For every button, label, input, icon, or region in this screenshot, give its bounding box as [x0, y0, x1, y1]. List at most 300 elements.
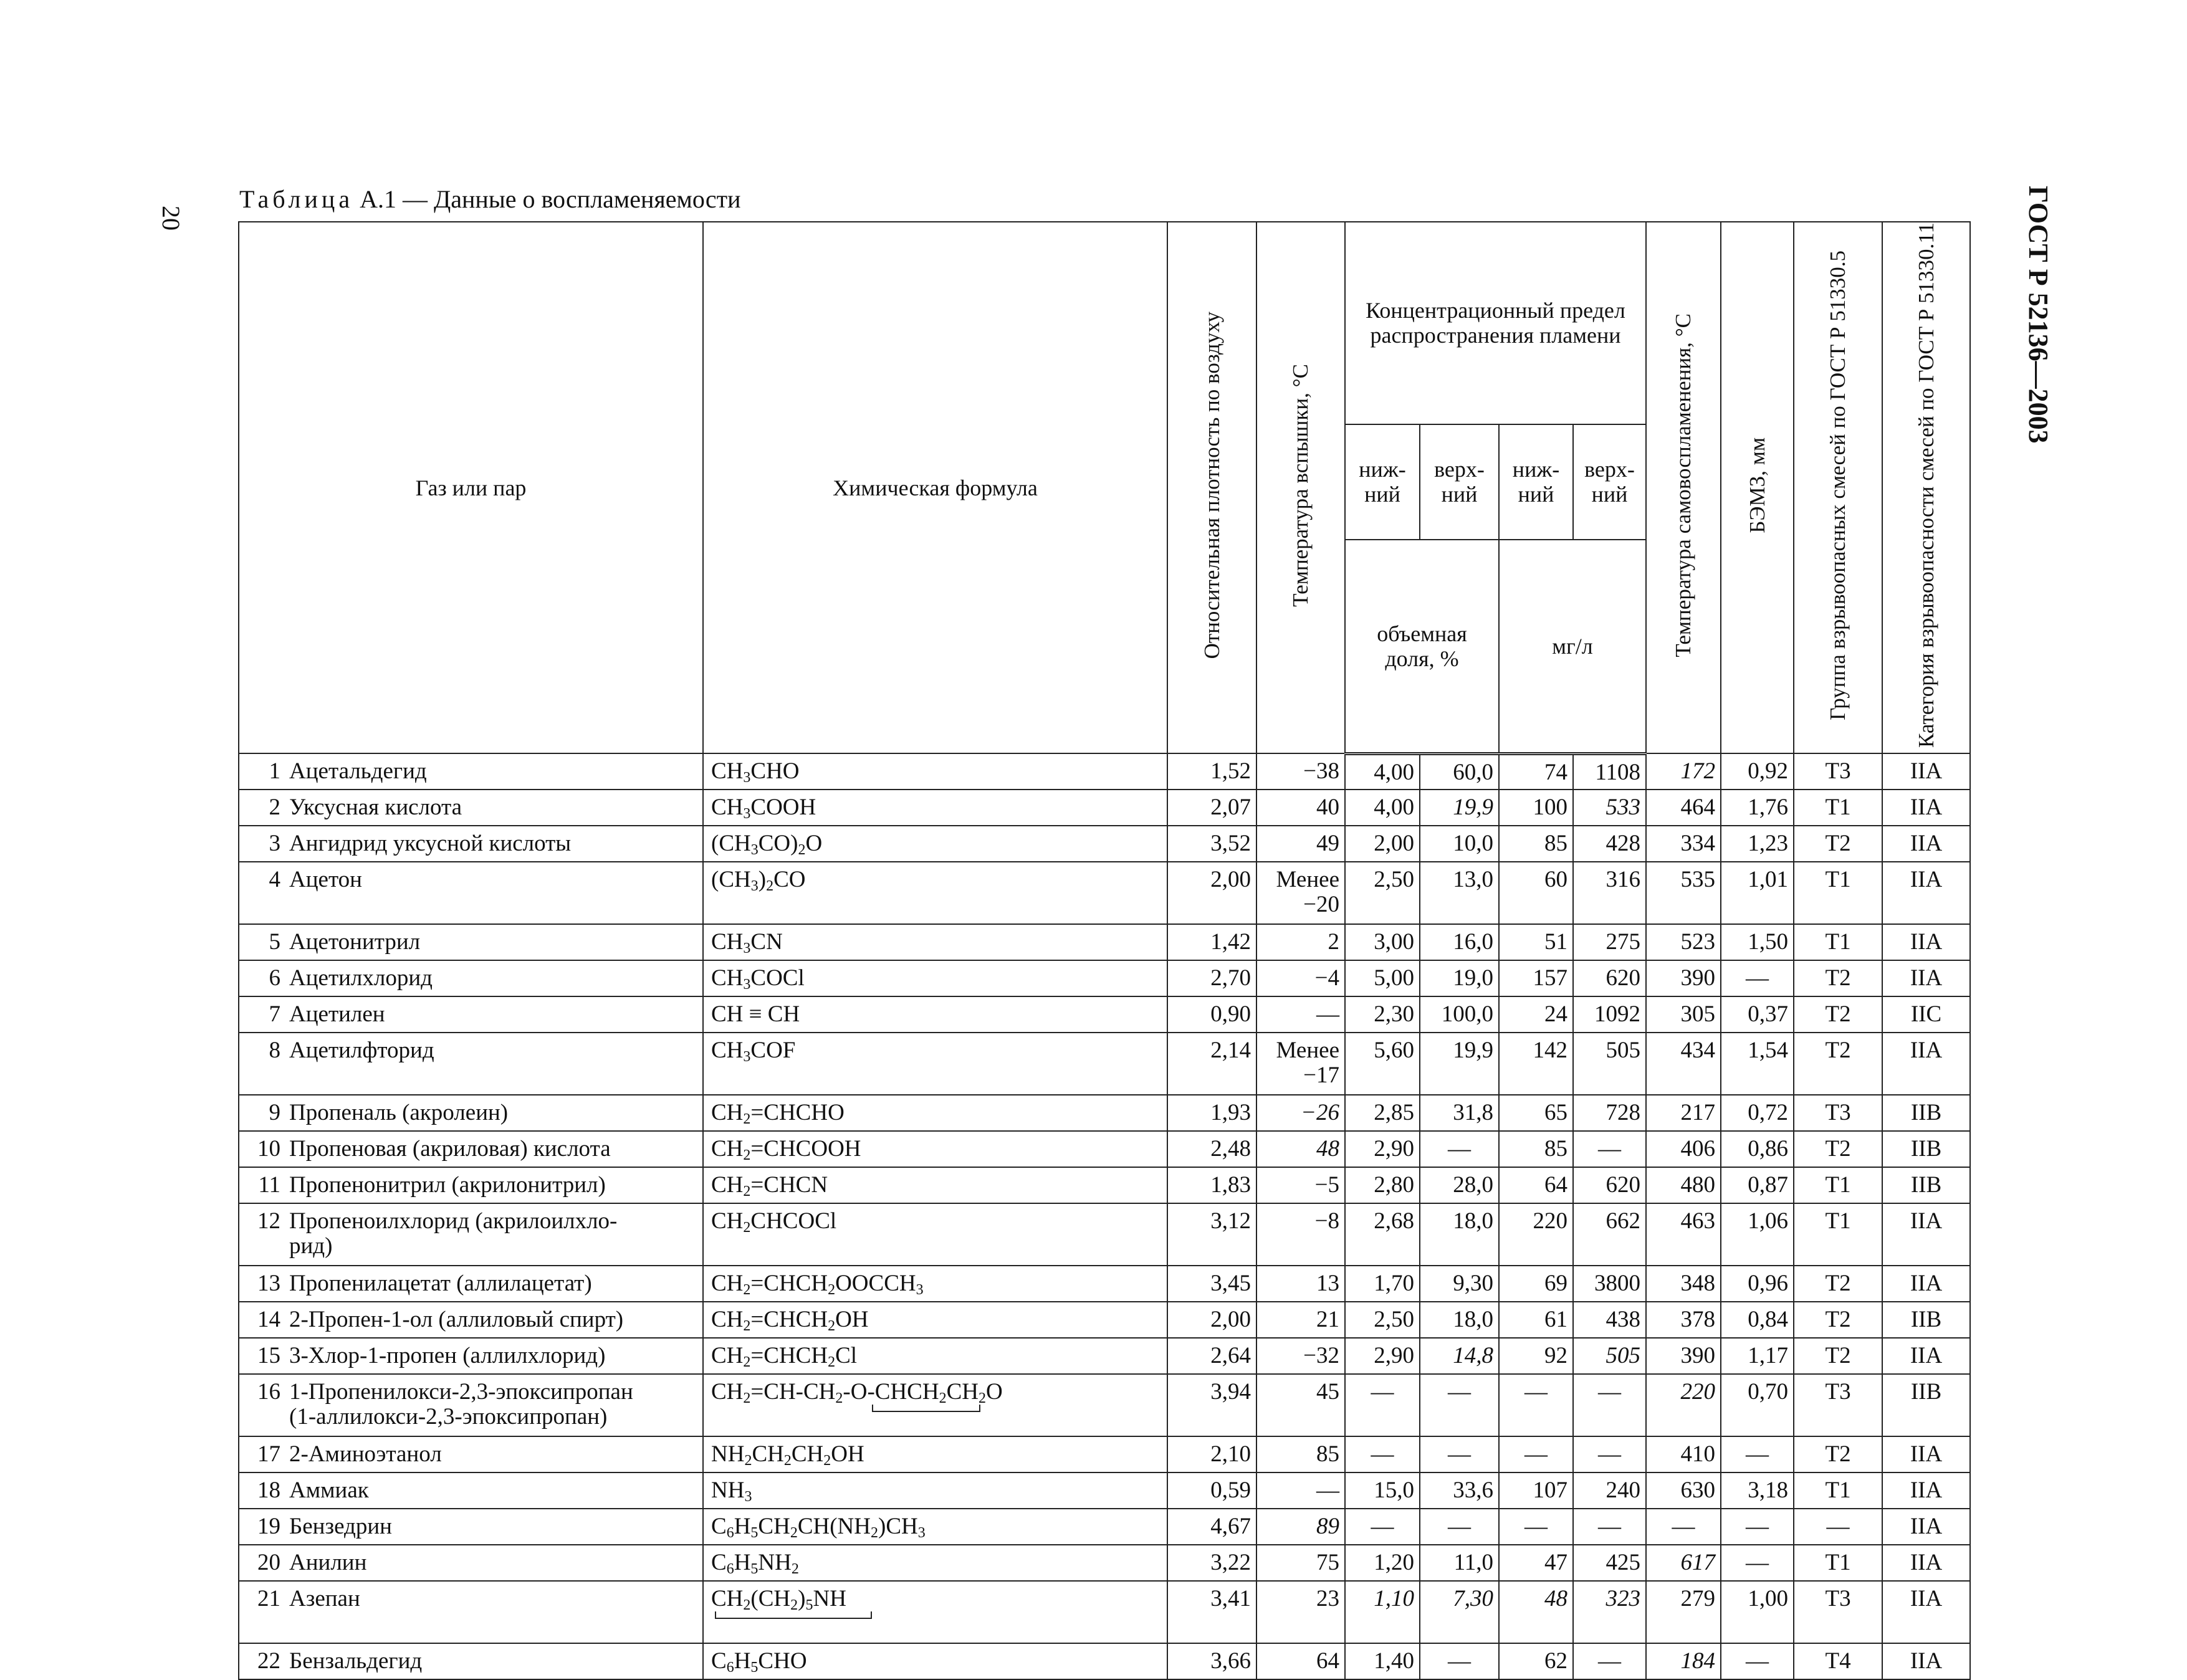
cell-lower-mg: 48: [1499, 1581, 1573, 1643]
cell-flash-point: −5: [1256, 1167, 1345, 1203]
cell-group: Т3: [1794, 1374, 1882, 1436]
cell-bemz: —: [1721, 960, 1794, 996]
cell-upper-vol: 28,0: [1420, 1167, 1499, 1203]
header-upper-mg: верх-ний: [1573, 424, 1646, 540]
cell-group: Т2: [1794, 960, 1882, 996]
row-number: 2: [269, 795, 280, 821]
cell-density: 3,41: [1167, 1581, 1256, 1643]
cell-bemz: —: [1721, 1643, 1794, 1679]
cell-formula: $NH_2CH_2CH_2OH$: [703, 1436, 1167, 1472]
header-flash-point: Температура вспышки, °С: [1256, 222, 1345, 753]
table-row: [239, 1436, 1970, 1472]
cell-category: IIA: [1882, 862, 1970, 924]
cell-formula: $CH_2=CHCOOH$: [703, 1131, 1167, 1167]
cell-upper-vol: 13,0: [1420, 862, 1499, 924]
cell-autoignition: 463: [1646, 1203, 1721, 1266]
cell-density: 2,00: [1167, 862, 1256, 924]
cell-gas-name: 5 Ацетонитрил: [239, 924, 703, 960]
cell-density: 3,45: [1167, 1266, 1256, 1302]
cell-lower-mg: 47: [1499, 1545, 1573, 1581]
table-row: [239, 1266, 1970, 1302]
cell-bemz: 1,00: [1721, 1581, 1794, 1643]
cell-category: IIA: [1882, 1509, 1970, 1545]
cell-autoignition: 410: [1646, 1436, 1721, 1472]
cell-upper-mg: 323: [1573, 1581, 1646, 1643]
cell-group: Т2: [1794, 1436, 1882, 1472]
cell-autoignition: —: [1646, 1509, 1721, 1545]
cell-formula: $CH_3CHO$: [703, 753, 1167, 790]
cell-density: 3,66: [1167, 1643, 1256, 1679]
table-row: [239, 996, 1970, 1033]
cell-lower-mg: 85: [1499, 826, 1573, 862]
cell-lower-mg: 61: [1499, 1302, 1573, 1338]
cell-lower-mg: —: [1499, 1509, 1573, 1545]
cell-category: IIA: [1882, 826, 1970, 862]
table-row: [239, 1033, 1970, 1095]
cell-upper-mg: 620: [1573, 1167, 1646, 1203]
cell-bemz: 1,01: [1721, 862, 1794, 924]
cell-flash-point: Менее −20: [1256, 862, 1345, 924]
cell-formula: $(CH_3)_2CO$: [703, 862, 1167, 924]
cell-upper-mg: —: [1573, 1643, 1646, 1679]
cell-gas-name: 1 Ацетальдегид: [239, 753, 703, 790]
cell-gas-name: 10 Пропеновая (акриловая) кислота: [239, 1131, 703, 1167]
cell-density: 1,83: [1167, 1167, 1256, 1203]
cell-formula: $CH_2(CH_2)_5NH$: [703, 1581, 1167, 1643]
cell-lower-mg: 62: [1499, 1643, 1573, 1679]
cell-gas-name: 14 2-Пропен-1-ол (аллиловый спирт): [239, 1302, 703, 1338]
cell-lower-vol: 2,80: [1345, 1167, 1420, 1203]
cell-lower-vol: 2,50: [1345, 1302, 1420, 1338]
cell-lower-mg: 100: [1499, 790, 1573, 826]
cell-density: 0,90: [1167, 996, 1256, 1033]
cell-autoignition: 617: [1646, 1545, 1721, 1581]
cell-category: IIA: [1882, 790, 1970, 826]
cell-upper-vol: 60,0: [1420, 753, 1499, 790]
cell-lower-vol: 1,70: [1345, 1266, 1420, 1302]
cell-density: 2,14: [1167, 1033, 1256, 1095]
header-upper-vol: верх-ний: [1420, 424, 1499, 540]
caption-text: А.1 — Данные о воспламеняемости: [360, 185, 741, 213]
cell-density: 3,22: [1167, 1545, 1256, 1581]
header-concentration-limit: Концентрационный предел распространения пламени: [1345, 222, 1646, 424]
cell-gas-name: 17 2-Аминоэтанол: [239, 1436, 703, 1472]
cell-gas-name: 4 Ацетон: [239, 862, 703, 924]
row-number: 15: [257, 1343, 280, 1369]
cell-flash-point: 13: [1256, 1266, 1345, 1302]
header-density: Относительная плотность по воздуху: [1167, 222, 1256, 753]
cell-formula: $CH_2=CHCH_2OOCCH_3$: [703, 1266, 1167, 1302]
cell-group: Т1: [1794, 790, 1882, 826]
cell-category: IIB: [1882, 1302, 1970, 1338]
cell-flash-point: —: [1256, 996, 1345, 1033]
cell-autoignition: 217: [1646, 1095, 1721, 1131]
cell-upper-mg: 728: [1573, 1095, 1646, 1131]
cell-lower-vol: 2,68: [1345, 1203, 1420, 1266]
cell-lower-mg: 69: [1499, 1266, 1573, 1302]
cell-lower-vol: 2,90: [1345, 1338, 1420, 1374]
cell-flash-point: 85: [1256, 1436, 1345, 1472]
table-row: [239, 1302, 1970, 1338]
cell-density: 3,94: [1167, 1374, 1256, 1436]
cell-bemz: 1,76: [1721, 790, 1794, 826]
cell-lower-vol: 2,50: [1345, 862, 1420, 924]
cell-bemz: 0,87: [1721, 1167, 1794, 1203]
cell-upper-vol: 7,30: [1420, 1581, 1499, 1643]
cell-upper-mg: —: [1573, 1509, 1646, 1545]
table-row: [239, 1581, 1970, 1643]
cell-upper-vol: —: [1420, 1436, 1499, 1472]
cell-category: IIA: [1882, 1203, 1970, 1266]
cell-upper-vol: 18,0: [1420, 1203, 1499, 1266]
cell-flash-point: 75: [1256, 1545, 1345, 1581]
cell-flash-point: —: [1256, 1472, 1345, 1509]
cell-group: Т2: [1794, 826, 1882, 862]
row-number: 20: [257, 1550, 280, 1576]
cell-upper-vol: 31,8: [1420, 1095, 1499, 1131]
cell-upper-mg: 1108: [1573, 753, 1646, 790]
table-row: [239, 1203, 1970, 1266]
header-gas: Газ или пар: [239, 222, 703, 753]
cell-category: IIA: [1882, 960, 1970, 996]
row-number: 14: [257, 1307, 280, 1333]
caption-prefix: Таблица: [239, 185, 354, 213]
cell-formula: $CH_2=CHCH_2Cl$: [703, 1338, 1167, 1374]
cell-gas-name: 12 Пропеноилхлорид (акрилоилхло- рид): [239, 1203, 703, 1266]
cell-density: 1,52: [1167, 753, 1256, 790]
header-formula: Химическая формула: [703, 222, 1167, 753]
cell-flash-point: 2: [1256, 924, 1345, 960]
cell-density: 2,07: [1167, 790, 1256, 826]
cell-upper-mg: 275: [1573, 924, 1646, 960]
cell-upper-mg: 662: [1573, 1203, 1646, 1266]
cell-upper-mg: 533: [1573, 790, 1646, 826]
table-row: [239, 1095, 1970, 1131]
header-volume-fraction: объемная доля, %: [1345, 540, 1499, 753]
cell-density: 2,10: [1167, 1436, 1256, 1472]
cell-category: IIA: [1882, 1033, 1970, 1095]
table-row: [239, 862, 1970, 924]
cell-autoignition: 406: [1646, 1131, 1721, 1167]
row-number: 7: [269, 1001, 280, 1028]
header-lower-vol: ниж-ний: [1345, 424, 1420, 540]
cell-upper-vol: 10,0: [1420, 826, 1499, 862]
cell-upper-vol: 14,8: [1420, 1338, 1499, 1374]
cell-flash-point: −4: [1256, 960, 1345, 996]
row-number: 21: [257, 1586, 280, 1612]
cell-autoignition: 630: [1646, 1472, 1721, 1509]
cell-lower-vol: 1,40: [1345, 1643, 1420, 1679]
cell-category: IIA: [1882, 1338, 1970, 1374]
cell-upper-vol: 19,9: [1420, 790, 1499, 826]
table-row: [239, 826, 1970, 862]
cell-lower-vol: 15,0: [1345, 1472, 1420, 1509]
cell-gas-name: 11 Пропенонитрил (акрилонитрил): [239, 1167, 703, 1203]
row-number: 22: [257, 1648, 280, 1674]
header-bemz: БЭМЗ, мм: [1721, 222, 1794, 753]
cell-gas-name: 18 Аммиак: [239, 1472, 703, 1509]
cell-formula: $C_6H_5CHO$: [703, 1643, 1167, 1679]
row-number: 4: [269, 867, 280, 893]
cell-gas-name: 13 Пропенилацетат (аллилацетат): [239, 1266, 703, 1302]
cell-flash-point: 48: [1256, 1131, 1345, 1167]
cell-upper-vol: —: [1420, 1509, 1499, 1545]
cell-gas-name: 8 Ацетилфторид: [239, 1033, 703, 1095]
cell-lower-mg: 85: [1499, 1131, 1573, 1167]
row-number: 19: [257, 1514, 280, 1540]
cell-bemz: 1,50: [1721, 924, 1794, 960]
cell-lower-vol: 4,00: [1345, 790, 1420, 826]
cell-lower-mg: 65: [1499, 1095, 1573, 1131]
cell-autoignition: 378: [1646, 1302, 1721, 1338]
cell-bemz: 3,18: [1721, 1472, 1794, 1509]
cell-bemz: 0,84: [1721, 1302, 1794, 1338]
cell-category: IIB: [1882, 1095, 1970, 1131]
cell-formula: $CH_2=CH-CH_2-O-CHCH_2CH_2O$: [703, 1374, 1167, 1436]
cell-upper-vol: 9,30: [1420, 1266, 1499, 1302]
cell-flash-point: 21: [1256, 1302, 1345, 1338]
table-row: [239, 960, 1970, 996]
cell-upper-mg: —: [1573, 1374, 1646, 1436]
header-autoignition: Температура самовоспламенения, °С: [1646, 222, 1721, 753]
cell-lower-mg: 64: [1499, 1167, 1573, 1203]
cell-gas-name: 16 1-Пропенилокси-2,3-эпоксипропан (1-аллилокси-2,3-эпоксипропан): [239, 1374, 703, 1436]
row-number: 12: [257, 1208, 280, 1234]
page-number: 20: [157, 206, 185, 231]
cell-autoignition: 348: [1646, 1266, 1721, 1302]
cell-category: IIB: [1882, 1167, 1970, 1203]
cell-lower-vol: 5,00: [1345, 960, 1420, 996]
cell-lower-vol: 2,85: [1345, 1095, 1420, 1131]
cell-bemz: —: [1721, 1545, 1794, 1581]
cell-upper-mg: 3800: [1573, 1266, 1646, 1302]
cell-density: 4,67: [1167, 1509, 1256, 1545]
cell-group: Т1: [1794, 1545, 1882, 1581]
cell-formula: $(CH_3CO)_2O$: [703, 826, 1167, 862]
cell-bemz: 0,72: [1721, 1095, 1794, 1131]
table-row: [239, 1545, 1970, 1581]
cell-autoignition: 480: [1646, 1167, 1721, 1203]
cell-density: 2,70: [1167, 960, 1256, 996]
header-group: Группа взрывоопасных смесей по ГОСТ Р 51330.5: [1794, 222, 1882, 753]
cell-autoignition: 434: [1646, 1033, 1721, 1095]
row-number: 17: [257, 1441, 280, 1468]
cell-gas-name: 20 Анилин: [239, 1545, 703, 1581]
cell-bemz: 0,86: [1721, 1131, 1794, 1167]
cell-density: 3,52: [1167, 826, 1256, 862]
table-row: [239, 790, 1970, 826]
cell-bemz: 1,17: [1721, 1338, 1794, 1374]
cell-upper-vol: 100,0: [1420, 996, 1499, 1033]
cell-group: Т2: [1794, 996, 1882, 1033]
table-row: [239, 924, 1970, 960]
cell-lower-mg: —: [1499, 1436, 1573, 1472]
cell-flash-point: 40: [1256, 790, 1345, 826]
cell-category: IIA: [1882, 1436, 1970, 1472]
cell-autoignition: 390: [1646, 1338, 1721, 1374]
cell-upper-mg: 1092: [1573, 996, 1646, 1033]
cell-lower-mg: 92: [1499, 1338, 1573, 1374]
cell-group: Т3: [1794, 753, 1882, 790]
cell-autoignition: 523: [1646, 924, 1721, 960]
cell-gas-name: 19 Бензедрин: [239, 1509, 703, 1545]
cell-group: Т1: [1794, 1472, 1882, 1509]
row-number: 9: [269, 1100, 280, 1126]
cell-category: IIB: [1882, 1374, 1970, 1436]
cell-group: Т3: [1794, 1095, 1882, 1131]
cell-group: Т1: [1794, 1203, 1882, 1266]
cell-upper-mg: 505: [1573, 1033, 1646, 1095]
cell-flash-point: 89: [1256, 1509, 1345, 1545]
cell-category: IIC: [1882, 996, 1970, 1033]
cell-autoignition: 390: [1646, 960, 1721, 996]
cell-lower-vol: 2,00: [1345, 826, 1420, 862]
cell-flash-point: −26: [1256, 1095, 1345, 1131]
cell-bemz: 1,06: [1721, 1203, 1794, 1266]
cell-formula: $CH_3COF$: [703, 1033, 1167, 1095]
cell-bemz: 1,23: [1721, 826, 1794, 862]
document-code: ГОСТ Р 52136—2003: [2023, 186, 2054, 444]
table-body: [239, 753, 1970, 1679]
cell-upper-vol: 19,9: [1420, 1033, 1499, 1095]
cell-lower-mg: —: [1499, 1374, 1573, 1436]
cell-formula: $NH_3$: [703, 1472, 1167, 1509]
cell-formula: $C_6H_5CH_2CH(NH_2)CH_3$: [703, 1509, 1167, 1545]
cell-upper-vol: —: [1420, 1374, 1499, 1436]
cell-category: IIA: [1882, 1472, 1970, 1509]
cell-flash-point: 64: [1256, 1643, 1345, 1679]
cell-lower-mg: 107: [1499, 1472, 1573, 1509]
cell-lower-vol: 3,00: [1345, 924, 1420, 960]
cell-upper-vol: —: [1420, 1131, 1499, 1167]
cell-density: 2,64: [1167, 1338, 1256, 1374]
cell-upper-vol: 16,0: [1420, 924, 1499, 960]
cell-flash-point: 45: [1256, 1374, 1345, 1436]
row-number: 5: [269, 929, 280, 955]
table-row: [239, 1472, 1970, 1509]
cell-flash-point: −8: [1256, 1203, 1345, 1266]
cell-upper-vol: 18,0: [1420, 1302, 1499, 1338]
cell-category: IIB: [1882, 1131, 1970, 1167]
cell-formula: $CH_2CHCOCl$: [703, 1203, 1167, 1266]
row-number: 10: [257, 1136, 280, 1162]
row-number: 18: [257, 1477, 280, 1504]
table-row: [239, 1509, 1970, 1545]
cell-group: Т2: [1794, 1338, 1882, 1374]
cell-group: —: [1794, 1509, 1882, 1545]
cell-flash-point: 23: [1256, 1581, 1345, 1643]
cell-gas-name: 21 Азепан: [239, 1581, 703, 1643]
cell-group: Т1: [1794, 1167, 1882, 1203]
row-number: 16: [257, 1379, 280, 1405]
cell-bemz: —: [1721, 1509, 1794, 1545]
table-row: [239, 1374, 1970, 1436]
cell-autoignition: 172: [1646, 753, 1721, 790]
cell-gas-name: 6 Ацетилхлорид: [239, 960, 703, 996]
cell-upper-mg: 316: [1573, 862, 1646, 924]
cell-upper-mg: —: [1573, 1131, 1646, 1167]
table-row: [239, 1131, 1970, 1167]
row-number: 6: [269, 965, 280, 991]
row-number: 3: [269, 831, 280, 857]
cell-flash-point: −38: [1256, 753, 1345, 790]
cell-upper-mg: —: [1573, 1436, 1646, 1472]
cell-lower-vol: 4,00: [1345, 753, 1420, 790]
row-number: 13: [257, 1271, 280, 1297]
cell-bemz: 0,37: [1721, 996, 1794, 1033]
cell-upper-vol: 11,0: [1420, 1545, 1499, 1581]
cell-lower-mg: 142: [1499, 1033, 1573, 1095]
cell-autoignition: 279: [1646, 1581, 1721, 1643]
cell-density: 1,42: [1167, 924, 1256, 960]
cell-density: 3,12: [1167, 1203, 1256, 1266]
cell-upper-vol: —: [1420, 1643, 1499, 1679]
cell-group: Т4: [1794, 1643, 1882, 1679]
cell-gas-name: 2 Уксусная кислота: [239, 790, 703, 826]
cell-formula: $CH_3CN$: [703, 924, 1167, 960]
cell-lower-vol: —: [1345, 1509, 1420, 1545]
cell-category: IIA: [1882, 1545, 1970, 1581]
cell-lower-mg: 157: [1499, 960, 1573, 996]
cell-autoignition: 184: [1646, 1643, 1721, 1679]
cell-formula: $CH_3COCl$: [703, 960, 1167, 996]
cell-category: IIA: [1882, 1643, 1970, 1679]
cell-bemz: 0,70: [1721, 1374, 1794, 1436]
cell-upper-mg: 425: [1573, 1545, 1646, 1581]
row-number: 1: [269, 758, 280, 785]
cell-bemz: 1,54: [1721, 1033, 1794, 1095]
cell-upper-vol: 19,0: [1420, 960, 1499, 996]
cell-group: Т1: [1794, 862, 1882, 924]
cell-group: Т2: [1794, 1033, 1882, 1095]
cell-category: IIA: [1882, 924, 1970, 960]
row-number: 8: [269, 1038, 280, 1064]
cell-upper-mg: 240: [1573, 1472, 1646, 1509]
cell-lower-mg: 51: [1499, 924, 1573, 960]
cell-group: Т1: [1794, 924, 1882, 960]
cell-group: Т2: [1794, 1131, 1882, 1167]
cell-autoignition: 334: [1646, 826, 1721, 862]
cell-gas-name: 3 Ангидрид уксусной кислоты: [239, 826, 703, 862]
cell-lower-vol: 1,20: [1345, 1545, 1420, 1581]
cell-flash-point: −32: [1256, 1338, 1345, 1374]
cell-formula: $CH_2=CHCN$: [703, 1167, 1167, 1203]
cell-bemz: 0,96: [1721, 1266, 1794, 1302]
cell-category: IIA: [1882, 753, 1970, 790]
cell-density: 0,59: [1167, 1472, 1256, 1509]
cell-autoignition: 464: [1646, 790, 1721, 826]
cell-formula: $CH_2=CHCH_2OH$: [703, 1302, 1167, 1338]
cell-group: Т2: [1794, 1266, 1882, 1302]
table-caption: [239, 184, 741, 214]
cell-lower-vol: 5,60: [1345, 1033, 1420, 1095]
cell-category: IIA: [1882, 1581, 1970, 1643]
cell-upper-mg: 428: [1573, 826, 1646, 862]
cell-density: 2,00: [1167, 1302, 1256, 1338]
table-row: [239, 1643, 1970, 1679]
cell-upper-mg: 438: [1573, 1302, 1646, 1338]
table-row: [239, 753, 1970, 790]
cell-flash-point: 49: [1256, 826, 1345, 862]
cell-lower-vol: 2,30: [1345, 996, 1420, 1033]
cell-lower-mg: 220: [1499, 1203, 1573, 1266]
cell-bemz: —: [1721, 1436, 1794, 1472]
cell-autoignition: 220: [1646, 1374, 1721, 1436]
cell-upper-mg: 620: [1573, 960, 1646, 996]
cell-category: IIA: [1882, 1266, 1970, 1302]
header-lower-mg: ниж-ний: [1499, 424, 1573, 540]
cell-bemz: 0,92: [1721, 753, 1794, 790]
